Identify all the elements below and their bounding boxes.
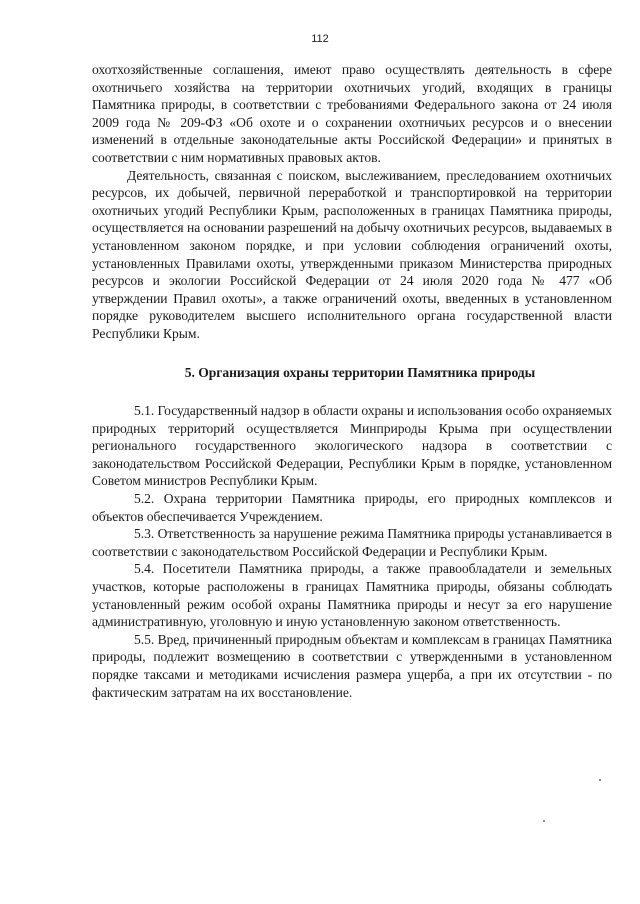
section-item-5-5: 5.5. Вред, причиненный природным объектам и комплексам в границах Памятника природы, подлежит возмещению в соответствии с утвержденными в установленном порядке таксами и методиками исчисления размера ущерба, а при их отсутствии - по фактическим затратам на их восстановление. bbox=[92, 631, 612, 700]
section-item-5-4: 5.4. Посетители Памятника природы, а также правообладатели и земельных участков, которые расположены в границах Памятника природы, обязаны соблюдать установленный режим особой охраны Памятника природы и несут за его нарушение административную, уголовную и иную установленную законом ответственность. bbox=[92, 561, 612, 630]
page-number: 112 bbox=[311, 33, 329, 45]
paragraph-hunting-agreements: охотхозяйственные соглашения, имеют право осуществлять деятельность в сфере охотничьего хозяйства на территории охотничьих угодий, входящих в границы Памятника природы, в соответствии с требованиями Федерального закона от 24 июля 2009 года № 209-ФЗ «Об охоте и о сохранении охотничьих ресурсов и о внесении изменений в отдельные законодательные акты Российской Федерации» и принятых в соответствии с ним нормативных правовых актов. bbox=[92, 62, 612, 165]
section-item-5-3: 5.3. Ответственность за нарушение режима Памятника природы устанавливается в соответствии с законодательством Российской Федерации и Республики Крым. bbox=[92, 526, 612, 559]
section-heading: 5. Организация охраны территории Памятника природы bbox=[184, 364, 536, 380]
section-item-5-2: 5.2. Охрана территории Памятника природы, его природных комплексов и объектов обеспечивается Учреждением. bbox=[92, 491, 612, 524]
scan-speck bbox=[599, 779, 601, 781]
document-body bbox=[92, 61, 612, 701]
section-item-5-1: 5.1. Государственный надзор в области охраны и использования особо охраняемых природных территорий осуществляется Минприроды Крыма при осуществлении регионального государственного экологического надзора в соответствии с законодательством Российской Федерации, Республики Крым в порядке, установленном Советом министров Республики Крым. bbox=[92, 403, 612, 489]
scan-speck bbox=[543, 820, 545, 822]
paragraph-hunting-activity: Деятельность, связанная с поиском, выслеживанием, преследованием охотничьих ресурсов, их добычей, первичной переработкой и транспортировкой на территории охотничьих угодий Республики Крым, расположенных в границах Памятника природы, осуществляется на основании разрешений на добычу охотничьих ресурсов, выдаваемых в установленном законом порядке, и при условии соблюдения ограничений охоты, установленных Правилами охоты, утвержденными приказом Министерства природных ресурсов и экологии Российской Федерации от 24 июля 2020 года № 477 «Об утверждении Правил охоты», а также ограничений охоты, введенных в установленном порядке руководителем высшего исполнительного органа государственной власти Республики Крым. bbox=[92, 167, 612, 341]
